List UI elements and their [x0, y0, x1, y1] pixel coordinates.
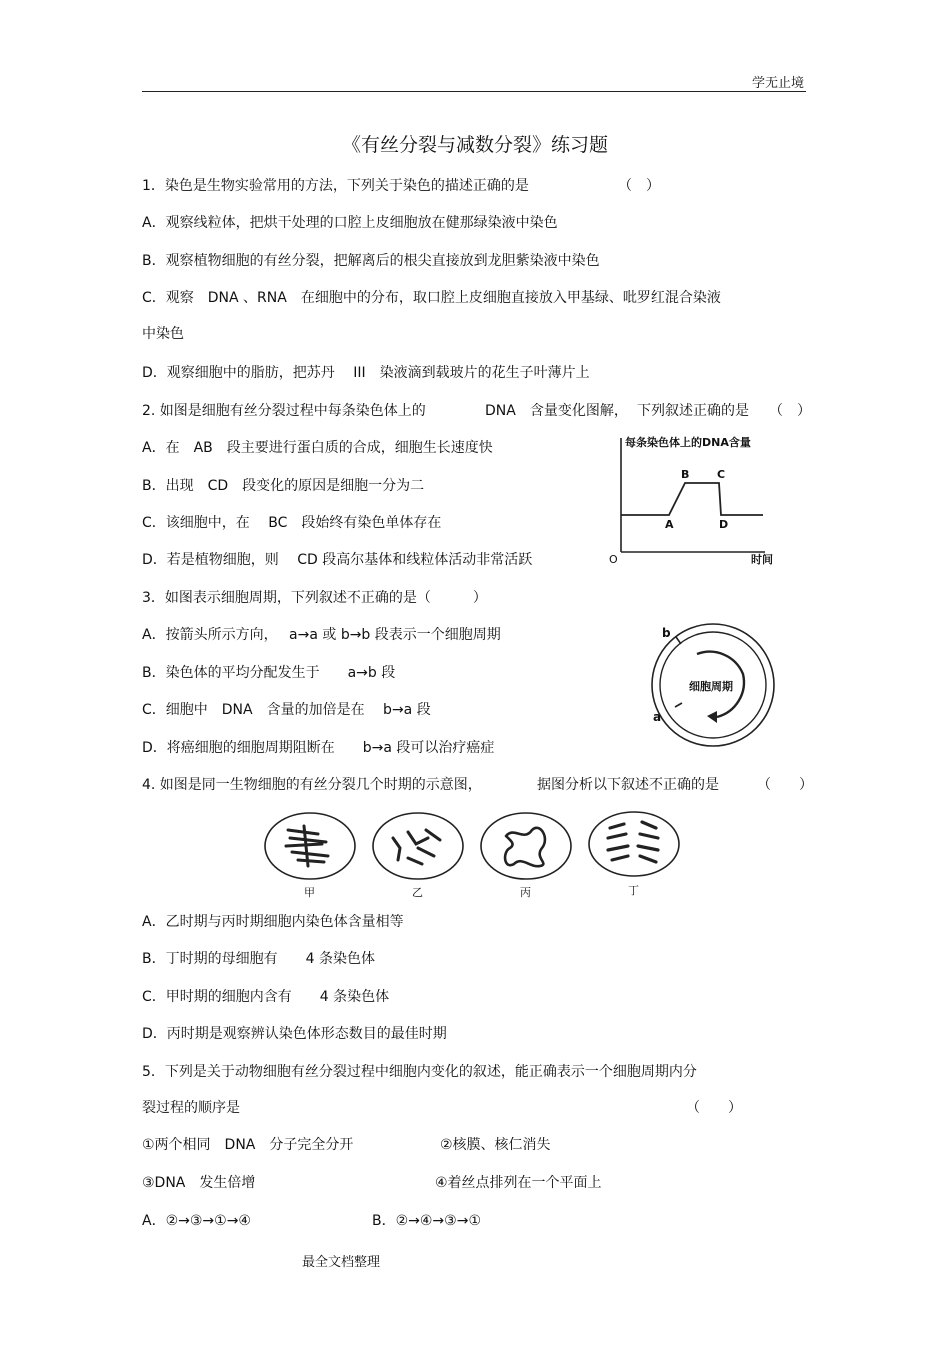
q4-option-b: B．丁时期的母细胞有 4 条染色体 [142, 951, 375, 967]
cell-bing [481, 813, 571, 879]
cell-label-jia: 甲 [304, 886, 315, 899]
q5-option-b: B．②→④→③→① [372, 1213, 481, 1229]
q5-item-1: ①两个相同 DNA 分子完全分开 [142, 1137, 354, 1153]
q2-option-c: C．该细胞中，在 BC 段始终有染色单体存在 [142, 515, 442, 531]
q2-option-b: B．出现 CD 段变化的原因是细胞一分为二 [142, 478, 425, 494]
q4-stem-part2: 据图分析以下叙述不正确的是 [537, 777, 719, 793]
q2-stem-part2: DNA 含量变化图解， [485, 403, 628, 419]
q1-option-d: D．观察细胞中的脂肪，把苏丹 III 染液滴到载玻片的花生子叶薄片上 [142, 365, 590, 381]
cell-label-bing: 丙 [520, 886, 531, 899]
q2-stem-part3: 下列叙述正确的是 [637, 403, 749, 419]
graph-curve [621, 483, 763, 515]
cell-label-yi: 乙 [412, 886, 423, 899]
q5-item-4: ④着丝点排列在一个平面上 [435, 1175, 602, 1191]
q5-bracket: （ ） [686, 1100, 742, 1116]
graph-x-label: 时间 [751, 553, 773, 566]
q5-stem-line1: 5．下列是关于动物细胞有丝分裂过程中细胞内变化的叙述，能正确表示一个细胞周期内分 [142, 1064, 697, 1080]
dna-content-graph [605, 428, 795, 568]
graph-point-c: C [717, 468, 726, 481]
q1-option-b: B．观察植物细胞的有丝分裂，把解离后的根尖直接放到龙胆紫染液中染色 [142, 253, 600, 269]
q4-option-c: C．甲时期的细胞内含有 4 条染色体 [142, 989, 390, 1005]
q4-option-d: D．丙时期是观察辨认染色体形态数目的最佳时期 [142, 1026, 447, 1042]
q1-option-a: A．观察线粒体，把烘干处理的口腔上皮细胞放在健那绿染液中染色 [142, 215, 558, 231]
q3-option-d: D．将癌细胞的细胞周期阻断在 b→a 段可以治疗癌症 [142, 740, 495, 756]
q2-bracket: （ ） [769, 403, 811, 419]
footer-text: 最全文档整理 [302, 1255, 381, 1270]
q3-option-a: A．按箭头所示方向， a→a 或 b→b 段表示一个细胞周期 [142, 627, 501, 643]
q2-option-d: D．若是植物细胞，则 CD 段高尔基体和线粒体活动非常活跃 [142, 552, 533, 568]
q4-stem-part1: 4. 如图是同一生物细胞的有丝分裂几个时期的示意图， [142, 777, 482, 793]
q3-option-b: B．染色体的平均分配发生于 a→b 段 [142, 665, 396, 681]
q4-bracket: （ ） [757, 777, 813, 793]
cycle-marker-a [675, 703, 682, 707]
header-text: 学无止境 [752, 76, 805, 91]
header-rule [142, 91, 806, 92]
q2-stem-part1: 2. 如图是细胞有丝分裂过程中每条染色体上的 [142, 403, 426, 419]
graph-point-b: B [681, 468, 690, 481]
cycle-label-a: a [653, 710, 662, 724]
cell-jia [265, 813, 355, 879]
cycle-arrow-head [707, 711, 717, 723]
graph-y-label: 每条染色体上的DNA含量 [625, 436, 751, 449]
cell-cycle-diagram [645, 622, 780, 752]
cell-ding [589, 812, 679, 876]
q1-option-c: C．观察 DNA 、RNA 在细胞中的分布，取口腔上皮细胞直接放入甲基绿、吡罗红混合染液 [142, 290, 721, 306]
q3-stem: 3．如图表示细胞周期，下列叙述不正确的是（ ） [142, 590, 487, 606]
q1-bracket: （ ） [618, 178, 660, 194]
q4-option-a: A．乙时期与丙时期细胞内染色体含量相等 [142, 914, 404, 930]
q5-stem-line2: 裂过程的顺序是 [142, 1100, 240, 1116]
q5-option-a: A．②→③→①→④ [142, 1213, 251, 1229]
cycle-marker-b [676, 637, 681, 644]
graph-origin-label: O [609, 553, 618, 566]
q5-item-2: ②核膜、核仁消失 [440, 1137, 551, 1153]
graph-point-a: A [665, 518, 674, 531]
graph-point-d: D [719, 518, 729, 531]
q1-option-c-cont: 中染色 [142, 326, 184, 342]
cycle-center-label: 细胞周期 [689, 680, 733, 693]
mitosis-cells-figure [258, 808, 688, 900]
page-title: 《有丝分裂与减数分裂》练习题 [341, 134, 608, 156]
q2-option-a: A．在 AB 段主要进行蛋白质的合成，细胞生长速度快 [142, 440, 493, 456]
cycle-label-b: b [662, 626, 671, 640]
q5-item-3: ③DNA 发生倍增 [142, 1175, 256, 1191]
q1-stem: 1．染色是生物实验常用的方法，下列关于染色的描述正确的是 [142, 178, 529, 194]
q3-option-c: C．细胞中 DNA 含量的加倍是在 b→a 段 [142, 702, 431, 718]
cell-label-ding: 丁 [628, 884, 639, 897]
cell-yi [373, 813, 463, 879]
